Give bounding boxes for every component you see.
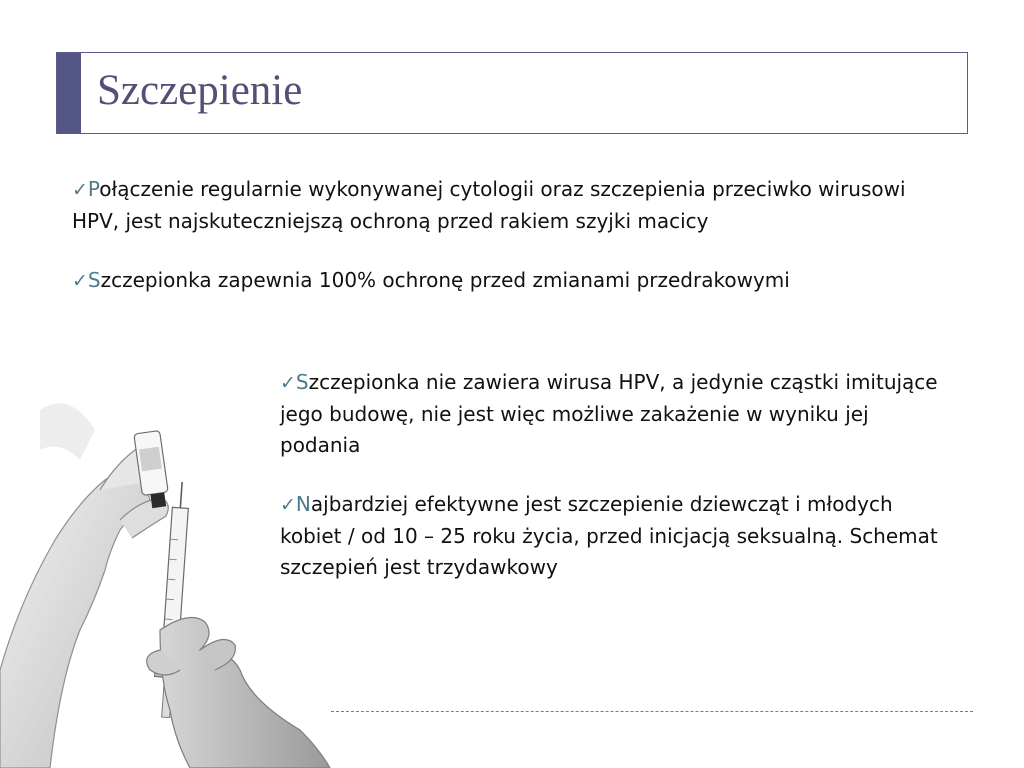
bullet-2 <box>72 265 972 297</box>
bullet-4-line3: szczepień jest trzydawkowy <box>280 555 558 579</box>
bullet-4-line1: ajbardziej efektywne jest szczepienie dziewcząt i młodych <box>310 492 893 516</box>
bullet-2-line1: zczepionka zapewnia 100% ochronę przed zmianami przedrakowymi <box>100 268 790 292</box>
bullet-1-line1: ołączenie regularnie wykonywanej cytologii oraz szczepienia przeciwko wirusowi <box>99 177 906 201</box>
bullet-4 <box>280 489 980 583</box>
bullet-4-line2: kobiet / od 10 – 25 roku życia, przed inicjacją seksualną. Schemat <box>280 524 938 548</box>
bullet-3-line3: podania <box>280 433 361 457</box>
bullet-3-line2: jego budowę, nie jest więc możliwe zakażenie w wyniku jej <box>280 402 869 426</box>
hands-holding-syringe-icon <box>0 370 340 768</box>
slide-title: Szczepienie <box>97 67 303 114</box>
bullet-3 <box>280 367 980 461</box>
bullet-3-initial: S <box>295 370 309 394</box>
bullet-1-initial: P <box>87 177 100 201</box>
check-icon: ✓ <box>280 494 296 516</box>
bullet-1-line2: HPV, jest najskuteczniejszą ochroną przed rakiem szyjki macicy <box>72 209 709 233</box>
bullet-4-initial: N <box>295 492 311 516</box>
bullet-1 <box>72 174 972 237</box>
bullet-3-line1: zczepionka nie zawiera wirusa HPV, a jedynie cząstki imitujące <box>308 370 938 394</box>
title-box <box>56 52 968 134</box>
check-icon: ✓ <box>280 372 296 394</box>
footer-dashed-divider <box>331 711 973 712</box>
check-icon: ✓ <box>72 179 88 201</box>
bullet-2-initial: S <box>87 268 101 292</box>
check-icon: ✓ <box>72 270 88 292</box>
title-accent-bar <box>57 53 81 133</box>
